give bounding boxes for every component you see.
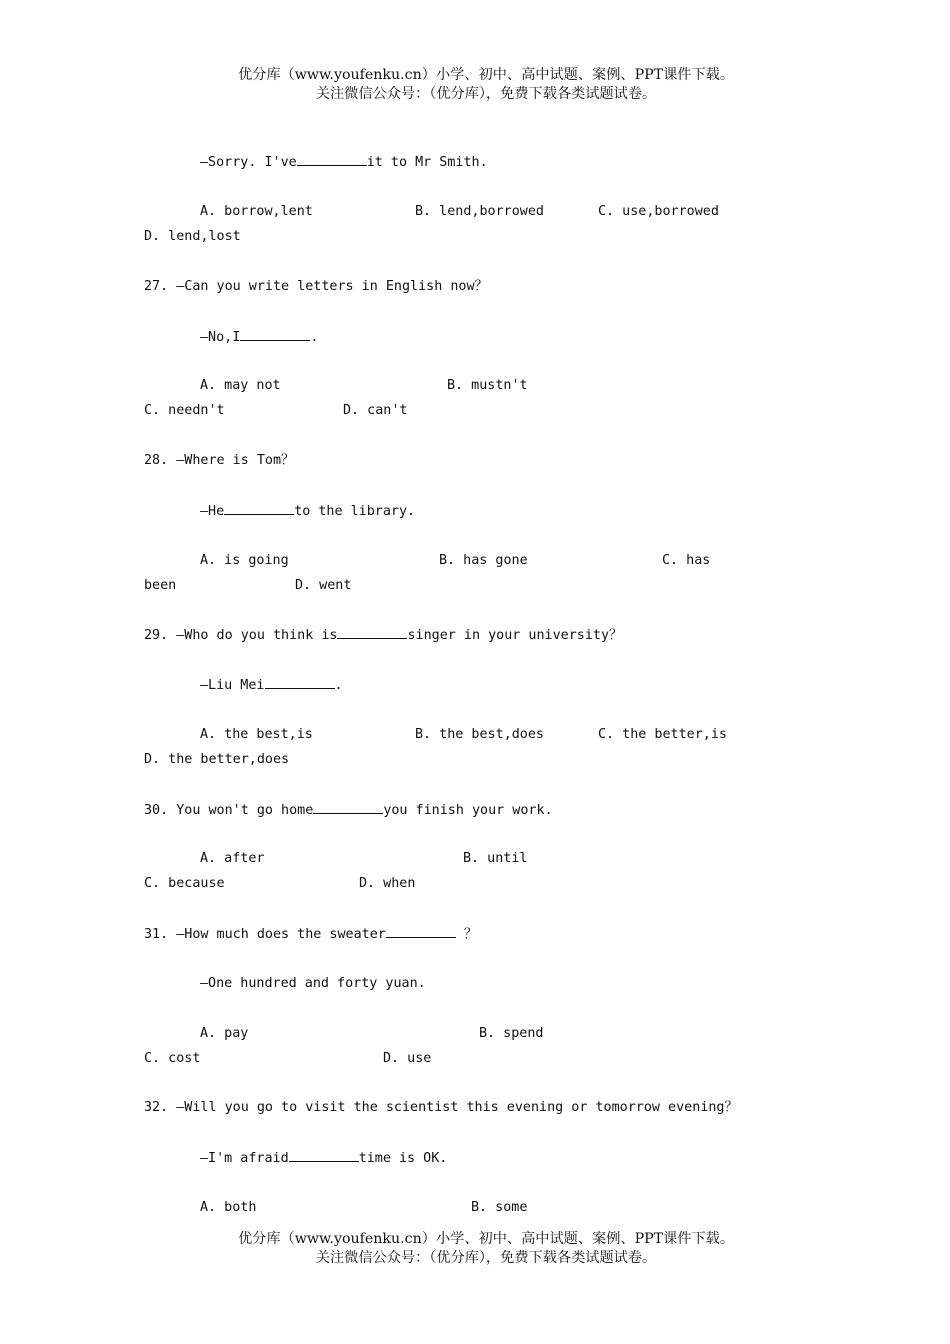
q28-option-a: A. is going (200, 553, 289, 568)
q30-stem: 30. You won't go home you finish your work. (144, 803, 553, 818)
q27-stem: 27. —Can you write letters in English now？ (144, 279, 488, 294)
q31-option-c: C. cost (144, 1051, 201, 1066)
answer-blank (289, 1149, 359, 1162)
q32-stem: 32. —Will you go to visit the scientist this evening or tomorrow evening？ (144, 1100, 738, 1115)
header-line-1: 优分库（www.youfenku.cn）小学、初中、高中试题、案例、PPT课件下载。 (237, 67, 735, 83)
q32-option-b: B. some (471, 1200, 528, 1215)
q29-stem: 29. —Who do you think is singer in your university？ (144, 628, 623, 643)
q30-option-c: C. because (144, 876, 225, 891)
q29-option-d: D. the better,does (144, 752, 290, 767)
q28-option-d: D. went (295, 578, 352, 593)
q29-option-b: B. the best,does (415, 727, 544, 742)
q30-option-a: A. after (200, 851, 265, 866)
q28-option-c: C. has (662, 553, 711, 568)
q26-option-d: D. lend,lost (144, 229, 241, 244)
q31-option-b: B. spend (479, 1026, 544, 1041)
q26-option-b: B. lend,borrowed (415, 204, 544, 219)
page-header (0, 66, 950, 104)
q29-option-c: C. the better,is (598, 727, 727, 742)
q27-option-d: D. can't (343, 403, 408, 418)
answer-blank (386, 925, 456, 938)
q28-answer: —He to the library. (200, 504, 416, 519)
q27-option-b: B. mustn't (447, 378, 528, 393)
q27-option-c: C. needn't (144, 403, 225, 418)
q30-option-b: B. until (463, 851, 528, 866)
answer-blank (297, 153, 367, 166)
q32-option-a: A. both (200, 1200, 257, 1215)
answer-blank (224, 502, 294, 515)
q26-option-c: C. use,borrowed (598, 204, 719, 219)
answer-blank (313, 801, 383, 814)
footer-line-2: 关注微信公众号：（优分库），免费下载各类试题试卷。 (315, 1250, 657, 1266)
q26-option-a: A. borrow,lent (200, 204, 313, 219)
q29-option-a: A. the best,is (200, 727, 313, 742)
answer-blank (265, 676, 335, 689)
q27-answer: —No,I . (200, 330, 319, 345)
answer-blank (337, 626, 407, 639)
q27-option-a: A. may not (200, 378, 281, 393)
q28-option-c-cont: been (144, 578, 177, 593)
q31-option-a: A. pay (200, 1026, 249, 1041)
q32-answer: —I'm afraid time is OK. (200, 1151, 448, 1166)
q31-stem: 31. —How much does the sweater ？ (144, 927, 478, 942)
q29-answer: —Liu Mei . (200, 678, 343, 693)
q26-answer: —Sorry. I've it to Mr Smith. (200, 155, 488, 170)
q28-stem: 28. —Where is Tom？ (144, 453, 295, 468)
header-line-2: 关注微信公众号：（优分库），免费下载各类试题试卷。 (315, 86, 657, 102)
answer-blank (240, 328, 310, 341)
q31-option-d: D. use (383, 1051, 432, 1066)
q28-option-b: B. has gone (439, 553, 528, 568)
q30-option-d: D. when (359, 876, 416, 891)
q31-answer: —One hundred and forty yuan. (200, 976, 426, 991)
page-footer (0, 1230, 950, 1268)
footer-line-1: 优分库（www.youfenku.cn）小学、初中、高中试题、案例、PPT课件下载。 (237, 1231, 735, 1247)
